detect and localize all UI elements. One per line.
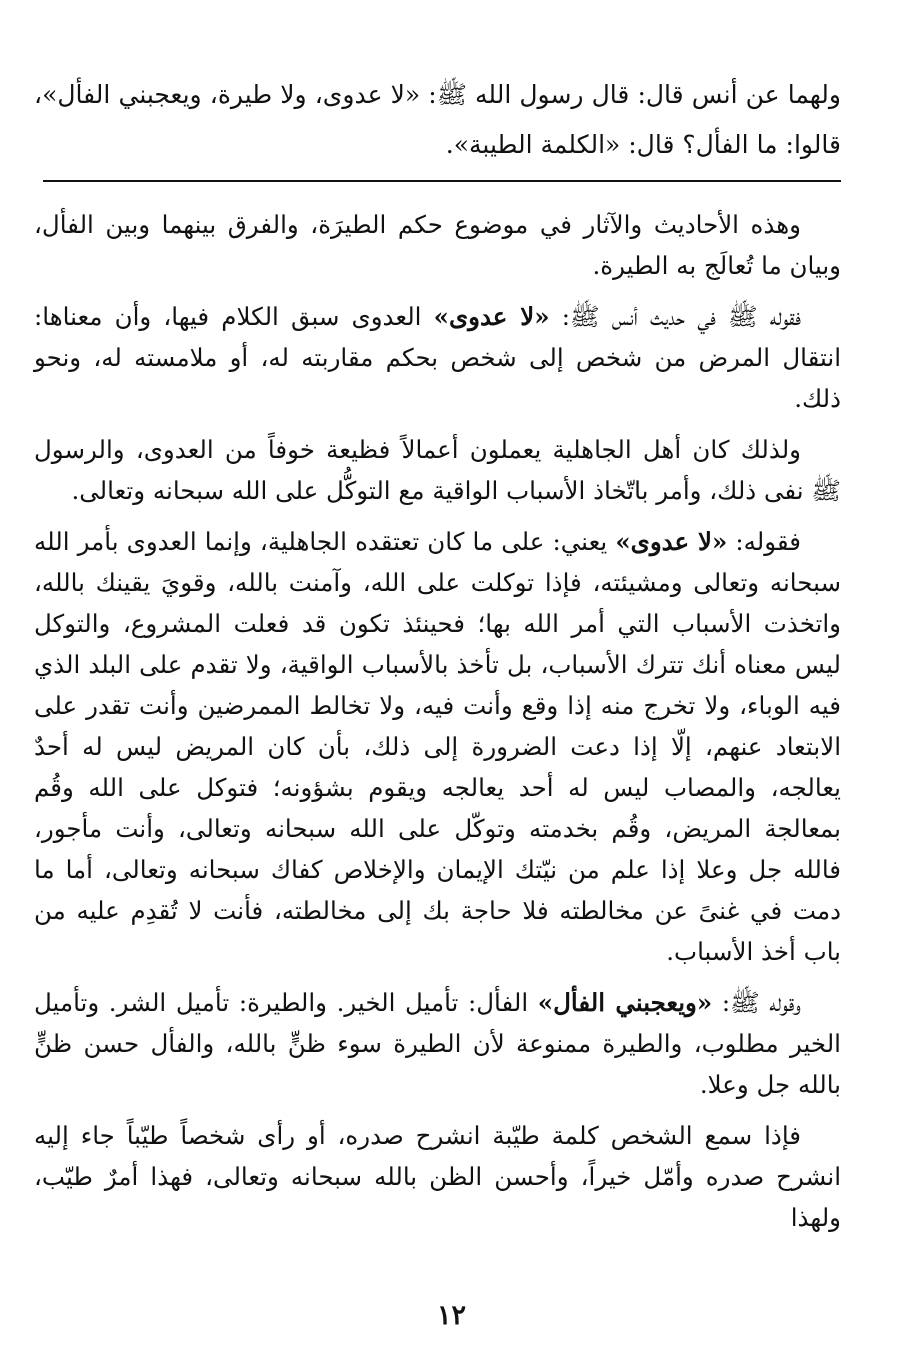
paragraph-text: فقوله:	[727, 527, 802, 556]
paragraph	[34, 429, 841, 511]
paragraph-text: وقوله ﷺ:	[712, 988, 801, 1017]
paragraph-text: فقوله ﷺ في حديث أنس ﷺ:	[549, 302, 801, 331]
paragraph-text: ولذلك كان أهل الجاهلية يعملون أعمالاً فظيعة خوفاً من العدوى، والرسول ﷺ نفى ذلك، وأمر باتّخاذ الأسباب الواقية مع التوكُّل على الله سبحانه وتعالى.	[34, 435, 841, 505]
paragraph-text: الفأل: تأميل الخير. والطيرة: تأميل الشر. وتأميل الخير مطلوب، والطيرة ممنوعة لأن الطيرة سوء ظنٍّ بالله، والفأل حسن ظنٍّ بالله جل وعلا.	[34, 988, 841, 1099]
paragraph	[34, 296, 841, 419]
top-hadith-text: ولهما عن أنس قال: قال رسول الله ﷺ: «لا عدوى، ولا طيرة، ويعجبني الفأل»، قالوا: ما الفأل؟ قال: «الكلمة الطيبة».	[34, 80, 841, 159]
paragraph-text: العدوى سبق الكلام فيها، وأن معناها: انتقال المرض من شخص إلى شخص بحكم مقاربته له، أو ملامسته له، ونحو ذلك.	[34, 302, 841, 413]
paragraph	[34, 204, 841, 286]
section-divider	[43, 180, 841, 182]
paragraph	[34, 982, 841, 1105]
paragraph	[34, 1115, 841, 1238]
bold-quote: «لا عدوى»	[615, 527, 728, 556]
paragraph-text: وهذه الأحاديث والآثار في موضوع حكم الطيرَة، والفرق بينهما وبين الفأل، وبيان ما تُعالَج به الطيرة.	[34, 210, 841, 280]
bold-quote: «ويعجبني الفأل»	[537, 988, 713, 1017]
paragraph-text: فإذا سمع الشخص كلمة طيّبة انشرح صدره، أو رأى شخصاً طيّباً جاء إليه انشرح صدره وأمّل خيراً، وأحسن الظن بالله سبحانه وتعالى، فهذا أمرٌ طيّب، ولهذا	[34, 1121, 841, 1232]
page-number: ١٢	[436, 1300, 466, 1331]
page-body	[34, 204, 841, 1238]
paragraph	[34, 521, 841, 972]
bold-quote: «لا عدوى»	[433, 302, 550, 331]
paragraph-text: يعني: على ما كان تعتقده الجاهلية، وإنما العدوى بأمر الله سبحانه وتعالى ومشيئته، فإذا توكلت على الله، وآمنت بالله، وقويَ يقينك بالله، واتخذت الأسباب التي أمر الله بها؛ فحينئذ تكون قد فعلت المشروع، والتوكل ليس معناه أنك تترك الأسباب، بل تأخذ بالأسباب الواقية، ولا تقدم على البلد الذي فيه الوباء، ولا تخرج منه إذا وقع وأنت فيه، ولا تخالط الممرضين وأنت تقدر على الابتعاد عنهم، إلّا إذا دعت الضرورة إلى ذلك، بأن كان المريض ليس له أحدٌ يعالجه، والمصاب ليس له أحد يعالجه ويقوم بشؤونه؛ فتوكل على الله وقُم بمعالجة المريض، وقُم بخدمته وتوكّل على الله سبحانه وتعالى، وأنت مأجور، فالله جل وعلا إذا علم من نيّتك الإيمان والإخلاص كفاك سبحانه وتعالى، أما ما دمت في غنىً عن مخالطته فلا حاجة بك إلى مخالطته، فأنت لا تُقدِم عليه من باب أخذ الأسباب.	[34, 527, 841, 966]
